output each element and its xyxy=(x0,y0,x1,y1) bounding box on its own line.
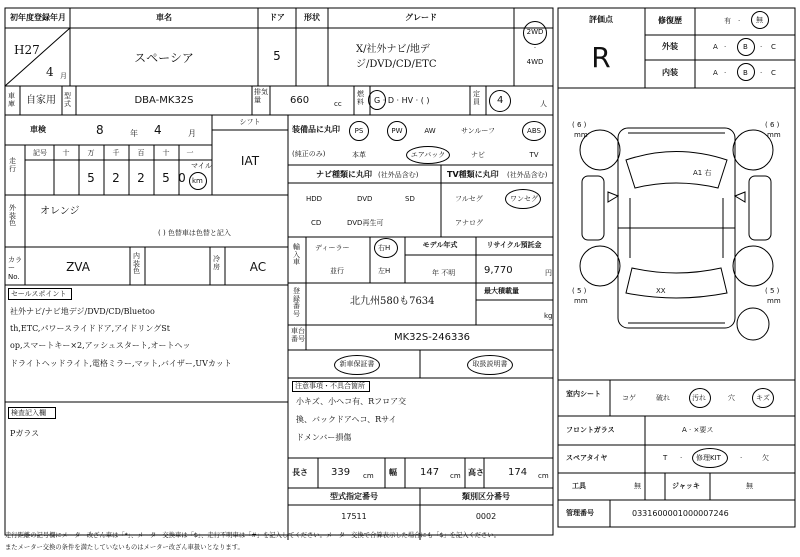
type-no-label: 型式指定番号 xyxy=(330,492,378,501)
tv-label: TV種類に丸印 xyxy=(447,170,499,179)
notes-line-2: ドメンバー損傷 xyxy=(296,433,352,442)
interior-color-label: 内装色 xyxy=(133,252,140,276)
shift-value: IAT xyxy=(240,154,260,168)
front-glass-label: フロントガラス xyxy=(566,426,615,434)
manual: 取扱説明書 xyxy=(472,360,508,368)
max-load-unit: kg xyxy=(544,312,553,320)
drive-4wd: 4WD xyxy=(526,58,544,66)
model-year-label: モデル年式 xyxy=(422,241,458,249)
chassis-value: MK32S-246336 xyxy=(394,332,471,343)
notes-label: 注意事項・不具合箇所 xyxy=(295,382,365,390)
sales-line-0: 社外ナビ/ナビ地デジ/DVD/CD/Bluetoo xyxy=(10,307,155,316)
equip-navi: ナビ xyxy=(471,151,485,159)
drive-2wd: 2WD xyxy=(526,28,544,36)
tools-value: 無 xyxy=(634,482,641,490)
tire-fr-depth: ( 6 ) xyxy=(765,121,780,129)
recycle-label: リサイクル預託金 xyxy=(486,241,542,249)
jack-value: 無 xyxy=(746,482,753,490)
import-left: 左H xyxy=(378,267,391,275)
grade-value: X/社外ナビ/地デジ/DVD/CD/ETC xyxy=(356,44,437,70)
door-count: 5 xyxy=(273,49,281,63)
equip-airbag: エアバック xyxy=(410,151,446,159)
tv-oneseg: ワンセグ xyxy=(510,195,538,203)
equip-leather: 本革 xyxy=(352,151,366,159)
fuel-label: 燃料 xyxy=(357,90,364,106)
tools-label: 工具 xyxy=(572,482,586,490)
sales-line-2: op,スマートキー×2,アッシュスタート,オートヘッ xyxy=(10,341,191,350)
tire-rr-depth: ( 5 ) xyxy=(765,287,780,295)
drive-sep: · xyxy=(533,44,537,52)
repair-no: 無 xyxy=(756,16,763,24)
notes-line-1: 換、バックドアヘコ、Rサイ xyxy=(296,415,397,424)
model-value: DBA-MK32S xyxy=(134,95,194,106)
navi-hdd: HDD xyxy=(306,195,323,203)
inspection-month: 4 xyxy=(154,123,162,137)
seat-yabure: 破れ xyxy=(656,394,670,402)
height-label: 高さ xyxy=(468,468,484,477)
height-value: 174 xyxy=(508,467,528,478)
footer-line-2: またメーター交換の条件を満たしていないものはメーター改ざん車扱いとなります。 xyxy=(5,544,244,551)
digit-3: 2 xyxy=(137,171,145,185)
width-unit: cm xyxy=(450,472,461,480)
car-name-label: 車名 xyxy=(156,13,172,22)
navi-sub: (社外品含む) xyxy=(378,171,419,179)
mileage-mark-label: 記号 xyxy=(33,149,47,157)
tire-fl-mm: mm xyxy=(574,131,588,139)
score-value: R xyxy=(591,41,611,74)
damage-mark-bottom: XX xyxy=(656,287,666,295)
tire-rl-mm: mm xyxy=(574,297,588,305)
equip-pw: PW xyxy=(391,127,403,135)
notes-line-0: 小キズ、小ヘコ有、Rフロア交 xyxy=(296,397,407,406)
digit-1: 5 xyxy=(87,171,95,185)
ext-color-note: ( ) 色替車は色替と記入 xyxy=(158,229,231,237)
shape-label: 形状 xyxy=(304,13,320,22)
plate-label: 登録番号 xyxy=(293,287,300,319)
equip-abs: ABS xyxy=(527,127,541,135)
jack-label: ジャッキ xyxy=(672,482,700,490)
tv-sub: (社外品含む) xyxy=(507,171,548,179)
capacity-label: 定員 xyxy=(473,90,480,106)
grade-label: グレード xyxy=(405,13,437,22)
cc-unit: cc xyxy=(334,100,342,108)
tv-fullseg: フルセグ xyxy=(455,195,483,203)
equip-aw: AW xyxy=(424,127,436,135)
recycle-value: 9,770 xyxy=(484,265,513,276)
navi-dvd: DVD xyxy=(357,195,373,203)
inspection-month-unit: 月 xyxy=(188,129,196,138)
ext-a: A xyxy=(713,43,718,51)
class-no-value: 0002 xyxy=(475,512,497,521)
mile-label: マイル xyxy=(191,162,212,170)
seat-yogore: 汚れ xyxy=(692,394,706,402)
navi-label: ナビ種類に丸印 xyxy=(316,170,372,179)
door-label: ドア xyxy=(269,13,285,22)
spare-dot2: · xyxy=(740,454,743,462)
tire-fr-mm: mm xyxy=(767,131,781,139)
ext-dot2: · xyxy=(760,43,763,51)
digit-5: 0 xyxy=(178,171,186,185)
width-value: 147 xyxy=(420,467,440,478)
inspector-notes-label: 検査記入欄 xyxy=(11,409,46,417)
seat-ana: 穴 xyxy=(728,394,735,402)
ac-value: AC xyxy=(249,260,267,274)
damage-mark-top: A1 右 xyxy=(693,169,712,177)
spare-tire-label: スペアタイヤ xyxy=(566,454,608,462)
width-label: 幅 xyxy=(389,468,397,477)
ext-color-value: オレンジ xyxy=(40,206,80,217)
navi-dvd-play: DVD再生可 xyxy=(347,219,384,227)
displacement-value: 660 xyxy=(290,95,310,106)
equip-ps: PS xyxy=(354,127,364,135)
model-year-value: 年 不明 xyxy=(432,269,456,277)
model-label: 型式 xyxy=(64,92,71,108)
inspector-notes-text: Pガラス xyxy=(10,429,40,438)
tire-rl-depth: ( 5 ) xyxy=(572,287,587,295)
length-unit: cm xyxy=(363,472,374,480)
ext-b: B xyxy=(743,43,748,51)
repair-label: 修復歴 xyxy=(658,16,682,25)
inspection-year-unit: 年 xyxy=(130,129,138,138)
import-right: 右H xyxy=(378,244,391,252)
capacity-unit: 人 xyxy=(540,100,547,108)
tv-analog: アナログ xyxy=(455,219,483,227)
chassis-label: 車台番号 xyxy=(291,327,305,343)
digit-h-4: 十 xyxy=(162,149,170,157)
ext-dot1: · xyxy=(724,43,727,51)
first-reg-month: 4 xyxy=(46,65,54,79)
repair-yes: 有 xyxy=(724,17,731,25)
digit-2: 2 xyxy=(112,171,120,185)
sales-line-1: th,ETC,パワースライドドア,アイドリングSt xyxy=(10,324,170,333)
new-car-warranty: 新車保証書 xyxy=(339,360,375,368)
displacement-label: 排気量 xyxy=(254,88,268,104)
equip-sunroof: サンルーフ xyxy=(460,127,496,135)
int-a: A xyxy=(713,69,718,77)
car-diagram xyxy=(558,88,795,380)
control-no-value: 0331600001000007246 xyxy=(632,509,729,518)
first-reg-year: H27 xyxy=(14,43,40,57)
equipment-label: 装備品に丸印 xyxy=(292,125,340,134)
import-parallel: 並行 xyxy=(330,267,344,275)
color-no-value: ZVA xyxy=(66,260,90,274)
import-label: 輸入車 xyxy=(293,243,300,267)
shift-label: シフト xyxy=(239,118,261,126)
sales-points-label: セールスポイント xyxy=(11,290,67,298)
km-unit: km xyxy=(192,177,203,185)
spare-t: T xyxy=(663,454,668,462)
tire-rr-mm: mm xyxy=(767,297,781,305)
inspection-year: 8 xyxy=(96,123,104,137)
type-no-value: 17511 xyxy=(341,512,367,521)
length-label: 長さ xyxy=(292,468,308,477)
digit-h-0: 十 xyxy=(62,149,70,157)
navi-cd: CD xyxy=(311,219,322,227)
sales-line-3: ドライトヘッドライト,電格ミラー,マット,バイザー,UVカット xyxy=(10,359,232,368)
height-unit: cm xyxy=(538,472,549,480)
mileage-label: 走行 xyxy=(9,157,16,173)
int-dot1: · xyxy=(724,69,727,77)
navi-sd: SD xyxy=(405,195,415,203)
import-dealer: ディーラー xyxy=(315,244,350,252)
tire-fl-depth: ( 6 ) xyxy=(572,121,587,129)
length-value: 339 xyxy=(331,467,351,478)
int-c: C xyxy=(771,69,776,77)
car-name: スペーシア xyxy=(134,51,194,65)
color-no-label: カラーNo. xyxy=(8,256,22,281)
month-unit: 月 xyxy=(60,72,67,80)
equipment-sub: (純正のみ) xyxy=(292,150,326,158)
front-glass-options: A · ×要ス xyxy=(682,426,714,434)
interior-label: 内装 xyxy=(662,68,678,77)
class-no-label: 類別区分番号 xyxy=(462,492,510,501)
digit-4: 5 xyxy=(162,171,170,185)
fuel-options: G · D · HV · ( ) xyxy=(374,96,430,105)
seat-kizu: キズ xyxy=(756,394,770,402)
first-reg-label: 初年度登録年月 xyxy=(10,13,66,22)
digit-h-3: 百 xyxy=(137,149,145,157)
repair-dot: · xyxy=(738,17,741,25)
int-b: B xyxy=(743,69,748,77)
spare-dot: · xyxy=(680,454,683,462)
use-type: 自家用 xyxy=(26,95,56,106)
inspection-label: 車検 xyxy=(30,125,46,134)
footer-line-1: 走行距離の記号欄にメーター改ざん車は「*」、メーター交換車は「$」、走行不明車は「#」を記入してください。メーター交換で合算表示した場合にも「$」を記入ください。 xyxy=(5,532,500,539)
equip-tv: TV xyxy=(529,151,539,159)
garage-label: 車庫 xyxy=(8,92,15,108)
plate-value: 北九州580も7634 xyxy=(350,296,435,307)
spare-none: 欠 xyxy=(762,454,769,462)
ext-c: C xyxy=(771,43,776,51)
ac-label: 冷房 xyxy=(213,255,220,271)
digit-h-5: 一 xyxy=(186,149,194,157)
spare-kit: 修理KIT xyxy=(696,454,721,462)
exterior-label: 外装 xyxy=(662,42,678,51)
seat-koge: コゲ xyxy=(622,394,636,402)
digit-h-1: 万 xyxy=(87,149,95,157)
control-no-label: 管理番号 xyxy=(566,509,594,517)
ext-color-label: 外装色 xyxy=(9,204,16,228)
interior-sheet-label: 室内シート xyxy=(566,390,601,398)
recycle-unit: 円 xyxy=(545,269,552,277)
int-dot2: · xyxy=(760,69,763,77)
digit-h-2: 千 xyxy=(112,149,120,157)
capacity-value: 4 xyxy=(497,95,504,106)
score-label: 評価点 xyxy=(589,15,613,24)
max-load-label: 最大積載量 xyxy=(484,287,519,295)
